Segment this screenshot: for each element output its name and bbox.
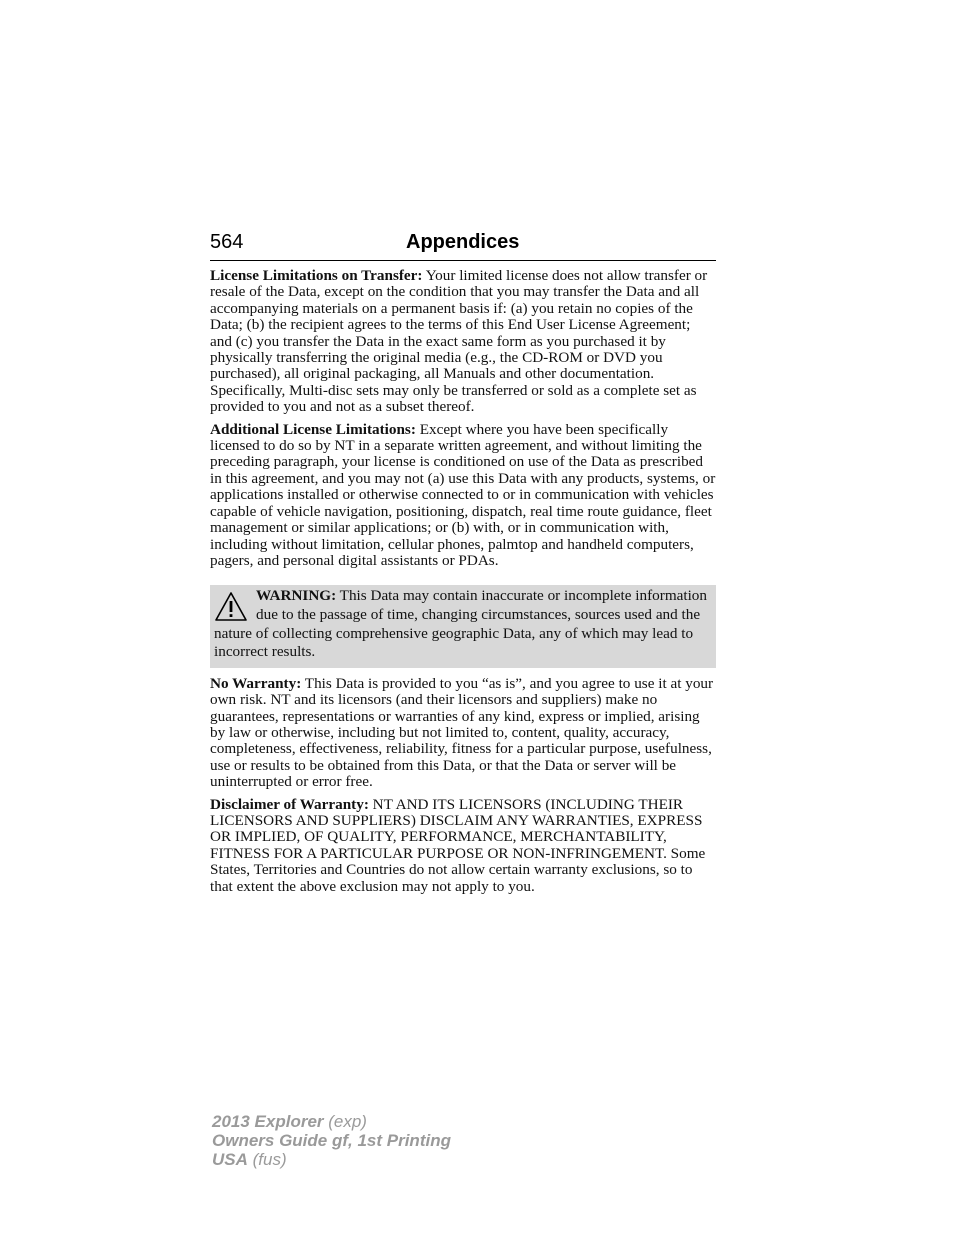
section-title: Appendices: [406, 231, 520, 253]
paragraph-heading: Disclaimer of Warranty:: [210, 795, 369, 813]
warning-box: [210, 585, 716, 667]
page-header: [210, 230, 716, 261]
paragraph-heading: No Warranty:: [210, 674, 302, 692]
footer-model-code: (exp): [323, 1112, 367, 1131]
warning-heading: WARNING:: [256, 587, 337, 605]
paragraph-no-warranty: [210, 676, 716, 791]
warning-body: This Data may contain inaccurate or incomplete information due to the passage of time, changing circumstances, sources used and the nature of collecting comprehensive geographic Data, any of which may lead to incorrect results.: [214, 587, 707, 661]
footer-market: USA: [212, 1150, 248, 1169]
paragraph-body: NT AND ITS LICENSORS (INCLUDING THEIR LICENSORS AND SUPPLIERS) DISCLAIM ANY WARRANTIES, EXPRESS OR IMPLIED, OF QUALITY, PERFORMANCE, MERCHANTABILITY, FITNESS FOR A PARTICULAR PURPOSE OR NON-INFRINGEMENT. Some States, Territories and Countries do not allow certain warranty exclusions, so to that extent the above exclusion may not apply to you.: [210, 795, 706, 895]
paragraph-license-transfer: [210, 268, 716, 416]
paragraph-heading: License Limitations on Transfer:: [210, 267, 423, 284]
footer-line-guide: Owners Guide gf, 1st Printing: [212, 1131, 451, 1150]
footer-market-code: (fus): [247, 1150, 287, 1169]
footer-line-model: [212, 1112, 451, 1131]
document-footer: [212, 1112, 451, 1169]
paragraph-body: Your limited license does not allow transfer or resale of the Data, except on the condition that you may transfer the Data and all accompanying materials on a permanent basis if: (a) you retain no copies of the Data; (b) the recipient agrees to the terms of this End User License Agreement; and (c) you transfer the Data in the exact same form as you purchased it by physically transferring the original media (e.g., the CD-ROM or DVD you purchased), all original packaging, all Manuals and other documentation. Specifically, Multi-disc sets may only be transferred or sold as a complete set as provided to you and not as a subset thereof.: [210, 267, 708, 416]
warning-triangle-icon: [214, 590, 248, 624]
footer-model: 2013 Explorer: [212, 1112, 324, 1131]
footer-line-market: [212, 1150, 451, 1169]
paragraph-disclaimer: [210, 797, 716, 895]
page-number: 564: [210, 231, 244, 253]
paragraph-body: Except where you have been specifically licensed to do so by NT in a separate written agreement, and without limiting the preceding paragraph, your license is conditioned on use of the Data as prescribed in this agreement, and you may not (a) use this Data with any products, systems, or applications installed or otherwise connected to or in communication with vehicles capable of vehicle navigation, positioning, dispatch, real time route guidance, fleet management or similar applications; or (b) with, or in communication with, including without limitation, cellular phones, palmtop and handheld computers, pagers, and personal digital assistants or PDAs.: [210, 420, 716, 569]
paragraph-additional-limitations: [210, 422, 716, 570]
paragraph-heading: Additional License Limitations:: [210, 420, 416, 438]
page-content: [210, 268, 716, 901]
paragraph-body: This Data is provided to you “as is”, and you agree to use it at your own risk. NT and its licensors (and their licensors and suppliers) make no guarantees, representations or warranties of any kind, express or implied, arising by law or otherwise, including but not limited to, content, quality, accuracy, completeness, effectiveness, reliability, fitness for a particular purpose, usefulness, use or results to be obtained from this Data, or that the Data or server will be uninterrupted or error free.: [210, 674, 714, 791]
